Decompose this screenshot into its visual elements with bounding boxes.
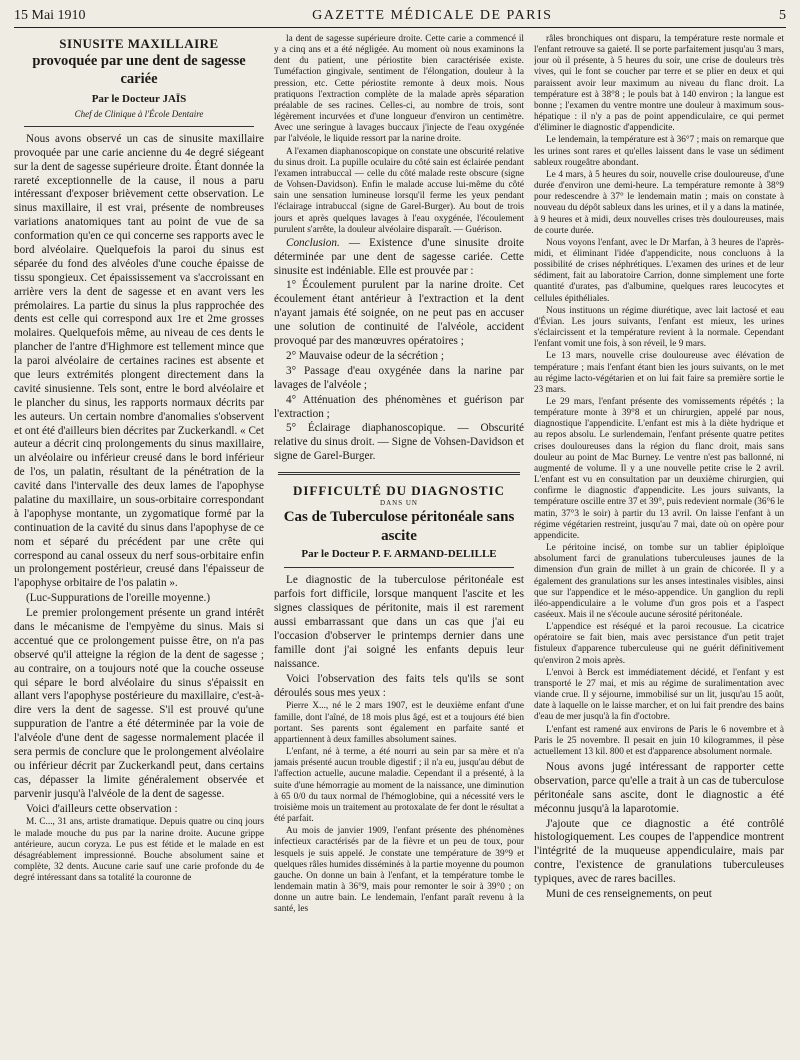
article-title-connector: DANS UN — [380, 498, 418, 507]
observation-text: Le péritoine incisé, on tombe sur un tablier épiploïque absolument farci de granulations tuberculeuses jaunes de la dimension d'un grain de millet à un grain de chicorée. Il y a également des granulations sur les anses intestinales visibles, ainsi que sur l'appendice et le méso-appendice. Un ganglion du repli iléo-appendiculaire a le volume d'un gros pois et a l'aspect caséeux. Mais il ne s'écoule aucune sérosité péritonéale. — [534, 543, 784, 620]
paragraph: Muni de ces renseignements, on peut — [546, 888, 712, 901]
observation-text: A l'examen diaphanoscopique on constate une obscurité relative du sinus droit. La pupille oculaire du côté sain est éclairée pendant l'examen intrabuccal — celle du côté malade reste obscure (signe de Vohsen-Davidson). Enfin le malade accuse lui-même du côté sain une sensation lumineuse lorsqu'il ferme les yeux pendant l'éclairage intrabuccal (signe de Garel-Burger). Au bout de trois jours et après quelques lavages à l'eau oxygénée, l'écoulement purulent s'arrête, la douleur alvéolaire disparaît. — Guérison. — [274, 146, 524, 235]
observation-text: L'enfant est ramené aux environs de Paris le 6 novembre et à Paris le 25 novembre. Il pesait en juin 10 kilogrammes, il pèse actuellement 13 kil. 800 et est d'apparence absolument normale. — [534, 724, 784, 757]
observation-text: Nous voyons l'enfant, avec le Dr Marfan, à 3 heures de l'après-midi, et éliminant l'idée d'appendicite, nous concluons à la possibilité de crises néphrétiques. L'examen des urines et de leur sédiment, fait au laboratoire Carrion, donne simplement une forte quantité d'urates, pas d'albumine, quelques rares leucocytes et cellules épithéliales. — [534, 237, 784, 304]
issue-date: 15 Mai 1910 — [14, 8, 86, 23]
article-title: SINUSITE MAXILLAIRE — [59, 36, 219, 51]
column-2 — [274, 34, 524, 1054]
paragraph: Le premier prolongement présente un grand intérêt dans le mécanisme de l'empyème du sinus. Mais si accentué que ce prolongement puisse être, on n'a pas observé qu'il atteigne la région de la dent de sagesse ; au contraire, on a toujours noté que la couche osseuse qui sépare le bord alvéolaire du sinus s'épaissit en allant vers l'apophyse postérieure du maxillaire, c'est-à-dire vers la dent de sagesse. S'il est prouvé qu'une suppuration de l'antre a été déterminée par la voie de l'alvéole d'une dent de sagesse normalement placée il sera permis de conclure que le prolongement alvéolaire ou inférieur décrit par Zuckerkandl peut, dans certains cas, dépasser la limite généralement observée et parvenir jusqu'à l'alvéole de la dent de sagesse. — [14, 607, 264, 800]
paragraph: J'ajoute que ce diagnostic a été contrôlé histologiquement. Les coupes de l'appendice montrent l'intégrité de la muqueuse appendiculaire, mais par contre, l'existence de granulations tuberculeuses typiques, avec de rares bacilles. — [534, 817, 784, 886]
column-3 — [534, 34, 784, 1054]
intro-block — [274, 574, 524, 700]
observation-text: la dent de sagesse supérieure droite. Cette carie a commencé il y a cinq ans et a été négligée. Au moment où nous examinons la dent du patient, une périostite bien caractérisée existe. Tuméfaction gingivale, sentiment de l'élongation, douleur à la pression, etc. Cette périostite remonte à deux mois. Nous pratiquons l'extraction complète de la malade après séparation préalable de ses racines. Celles-ci, au nombre de trois, sont légèrement incurvées et d'une longueur d'environ un centimètre. Avec une seringue à lavages buccaux j'injecte de l'eau oxygénée par l'alvéole, le liquide ressort par la narine droite. — [274, 34, 524, 145]
paragraph: Voici d'ailleurs cette observation : — [26, 802, 178, 815]
article-subtitle: Cas de Tuberculose péritonéale sans ascite — [283, 509, 515, 544]
article-subtitle: provoquée par une dent de sagesse cariée — [32, 53, 246, 88]
paragraph: Nous avons jugé intéressant de rapporter cette observation, parce qu'elle a trait à un cas de tuberculose péritonéale sans ascite, dont le diagnostic a été méconnu jusqu'à la laparotomie. — [534, 761, 784, 815]
conclusion-block — [274, 237, 524, 464]
paragraph: Nous avons observé un cas de sinusite maxillaire provoquée par une carie ancienne du 4e degré siégeant sur la dent de sagesse supérieure droite. Étant donnée la rareté exceptionnelle de la cause, il nous a paru intéressant d'exposer brièvement cette observation. Le sinus maxillaire, il est vrai, présente de nombreuses variations anatomiques tant au point de vue de sa conformation qu'en ce qui concerne ses rapports avec le bord alvéolaire. Quelquefois la paroi du sinus est séparée du fond des alvéoles d'une couche épaisse de tissu spongieux. Cet épaississement va s'accroissant en arrière vers la dent de sagesse et en avant vers les prémolaires. La partie du sinus la plus rapprochée des dents est celle qui correspond aux 1re et 2me grosses molaires. Quelquefois même, au niveau de ces dents le plancher de l'antre d'Highmore est tellement mince que la paroi alvéolaire de certaines racines est absente et que leurs extrémités plongent directement dans la cavité sinusienne. Tels sont, entre le bord alvéolaire et le plancher du sinus, les rapports normaux décrits par les auteurs. Un certain nombre d'anomalies s'observent et ont été d'ailleurs bien décrites par Zuckerkandl. « Cet auteur a décrit cinq prolongements du sinus maxillaire, un alvéolaire ou inférieur creusé dans le bord inférieur de l'os, un palatin, résultant de la pénétration de la cavité dans l'intervalle des deux lames de l'apophyse palatine du maxillaire, un sous-orbitaire correspondant à l'apophyse montante, un zygomatique formé par la continuation de la cavité du sinus dans l'apophyse de ce nom et séparé du précédent par une crête qui correspond au canal osseux du nerf sous-orbitaire enfin un prolongement postérieur, creusé dans l'épaisseur de l'apophyse orbitaire de l'os palatin ». — [14, 132, 264, 590]
proof-item: 1° Écoulement purulent par la narine droite. Cet écoulement étant antérieur à l'extraction et la dent n'ayant jamais été soignée, on ne peut pas en accuser une solution de continuité de l'alvéole, accident provoqué par des manœuvres opératoires ; — [274, 279, 524, 348]
proof-item: 4° Atténuation des phénomènes et guérison par l'extraction ; — [274, 393, 524, 420]
article-author: Par le Docteur P. F. ARMAND-DELILLE — [301, 548, 497, 561]
article-title: DIFFICULTÉ DU DIAGNOSTIC — [292, 483, 506, 499]
observation-text: Le 13 mars, nouvelle crise douloureuse avec élévation de température ; mais l'enfant étant bien les jours suivants, on le met au régime lacto-végétarien et on lui fait faire sa première sortie le 23 mars. — [534, 351, 784, 395]
author-affiliation: Chef de Clinique à l'École Dentaire — [74, 108, 204, 119]
section-divider — [278, 472, 520, 475]
observation-text: Le lendemain, la température est à 36°7 ; mais on remarque que les urines sont rares et qu'elles laissent dans le vase un sédiment sableux rougeâtre abondant. — [534, 135, 784, 168]
article-author: Par le Docteur JAÏS — [91, 93, 187, 106]
proof-item: 3° Passage d'eau oxygénée dans la narine par lavages de l'alvéole ; — [274, 364, 524, 391]
observation-text: Au mois de janvier 1909, l'enfant présente des phénomènes infectieux caractérisés par de la fièvre et un peu de toux, pour lesquels je suis appelé. Je constate une température de 39°9 et quelques râles humides disséminés à la partie moyenne du poumon gauche. On donne un bain à l'enfant, et la température tombe le lendemain matin à 36°9, mais pour remonter le soir à 39°0 ; on donne un autre bain. Le lendemain, l'enfant paraît revenu à la santé, les — [274, 826, 524, 915]
paragraph: Le diagnostic de la tuberculose péritonéale est parfois fort difficile, lorsque manquent l'ascite et les signes classiques de péritonite, mais il est rarement aussi embarrassant que dans un cas que j'ai eu l'occasion d'observer le printemps dernier dans une famille dont j'ai soigné les enfants depuis leur naissance. — [274, 574, 524, 670]
paragraph: (Luc-Suppurations de l'oreille moyenne.) — [26, 592, 211, 605]
divider — [24, 126, 254, 127]
closing-block — [534, 761, 784, 902]
conclusion-label: Conclusion. — [286, 236, 340, 249]
observation-text: Le 29 mars, l'enfant présente des vomissements répétés ; la température monte à 39°8 et un chirurgien, appelé par nous, diagnostique l'appendicite. L'enfant est mis à la diète hydrique et au repos absolu. Le surlendemain, l'enfant présente quatre petites crises douloureuses dans la région du flanc droit, mais sans douleur au point de Mac Burney. Le ventre n'est pas ballonné, ni augmenté de volume. Il y a une nouvelle petite crise le 2 avril. L'enfant est vu en consultation par un deuxième chirurgien, qui confirme le diagnostic d'appendicite. Les jours suivants, la température oscille entre 37 et 39°, puis redevient normale (36°6 le matin, 37°3 le soir) à partir du 13 avril. On laisse l'enfant à un régime végétarien restreint, jusqu'au 7 mai, date où on opère pour appendicite. — [534, 397, 784, 541]
proof-item: 2° Mauvaise odeur de la sécrétion ; — [286, 349, 444, 362]
page-number: 5 — [779, 8, 786, 23]
observation-text: Le 4 mars, à 5 heures du soir, nouvelle crise douloureuse, d'une durée d'environ une demi-heure. La température remonte à 38°9 pour redescendre à 37° le lendemain matin ; mais on constate à nouveau du dépôt sableux dans les urines, et il y a dans la matinée, à 9 heures et à midi, deux nouvelles crises très douloureuses, mais de courte durée. — [534, 169, 784, 236]
column-1 — [14, 34, 264, 1054]
observation-text: Pierre X..., né le 2 mars 1907, est le deuxième enfant d'une famille, dont l'aîné, de 18 mois plus âgé, est et a toujours été bien portant. Ses parents sont également en parfaite santé et appartiennent à deux familles absolument saines. — [274, 701, 524, 745]
running-header — [14, 8, 786, 28]
observation-text: L'enfant, né à terme, a été nourri au sein par sa mère et n'a jamais présenté aucun trouble digestif ; il n'a eu, jusqu'au début de l'affection actuelle, aucune maladie. Cependant il a présenté, à la suite d'une hémorragie au moment de la naissance, une diminution à 65 0/0 du taux normal de l'hémoglobine, qui a nécessité vers le troisième mois un traitement au protoxalate de fer dont le résultat a été parfait. — [274, 747, 524, 825]
proof-item: 5° Éclairage diaphanoscopique. — Obscurité relative du sinus droit. — Signe de Vohsen-Davidson et signe de Garel-Burger. — [274, 422, 524, 463]
journal-title: GAZETTE MÉDICALE DE PARIS — [312, 8, 553, 23]
observation-text: L'appendice est réséqué et la paroi recousue. La cicatrice opératoire se fait bien, mais avec persistance d'un petit trajet fistuleux d'apparence tuberculeuse qui ne guérit définitivement qu'environ 2 mois après. — [534, 622, 784, 666]
observation-text: râles bronchiques ont disparu, la température reste normale et l'enfant retrouve sa gaieté. Il se porte parfaitement jusqu'au 3 mars, jour où il présente, à 5 heures du soir, une crise de douleurs très vives, qui le font se coucher par terre et se plier en deux et qui paraissent avoir leur maximum au niveau du flanc droit. La température est à 38°8 ; le pouls bat à 140 environ ; la langue est bonne ; l'examen du ventre montre une douleur à maximum sous-hépatique : il n'y a pas de point appendiculaire, ce qui permet d'éliminer le diagnostic d'appendicite. — [534, 34, 784, 134]
paragraph: Voici l'observation des faits tels qu'ils se sont déroulés sous mes yeux : — [274, 672, 524, 699]
observation-text: Nous instituons un régime diurétique, avec lait lactosé et eau d'Évian. Les jours suivants, l'enfant est mieux, les urines s'éclaircissent et la température revient à la normale. Cependant l'enfant vomit une fois, à son réveil, le 9 mars. — [534, 305, 784, 350]
conclusion-text: — Existence d'une sinusite droite déterminée par une dent de sagesse cariée. Cette sinusite est indéniable. Elle est prouvée par : — [274, 236, 524, 277]
divider — [284, 567, 514, 568]
observation-text: M. C..., 31 ans, artiste dramatique. Depuis quatre ou cinq jours le malade mouche du pus par la narine droite. Aucune grippe antérieure, aucun coryza. Le pus est fétide et le malade en est désagréablement impressionné. Bouche absolument saine et complète, 32 dents. Aucune carie sauf une carie profonde du 4e degré intéressant dans sa totalité la couronne de — [14, 817, 264, 884]
observation-text: L'envoi à Berck est immédiatement décidé, et l'enfant y est transporté le 27 mai, et mis au régime de suralimentation avec viande crue. Il y séjourne, immobilisé sur un lit, jusqu'au 15 août, date à laquelle on le laisse marcher, et on lui fait prendre des bains d'eau de mer jusqu'à la fin d'octobre. — [534, 667, 784, 723]
conclusion-paragraph — [274, 237, 524, 279]
